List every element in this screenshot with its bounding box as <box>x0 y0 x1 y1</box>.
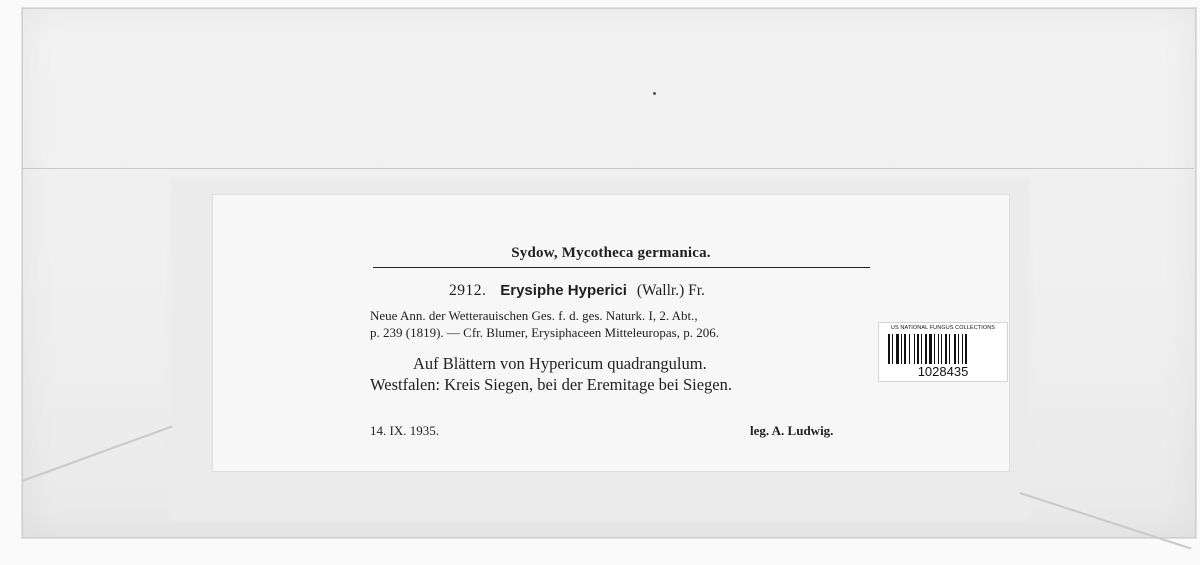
barcode-icon <box>888 334 998 364</box>
barcode-number: 1028435 <box>917 364 969 379</box>
collector: leg. A. Ludwig. <box>750 423 834 438</box>
reference-line-2: p. 239 (1819). — Cfr. Blumer, Erysiphaceen Mitteleuropas, p. 206. <box>370 325 719 340</box>
title-rule <box>373 267 870 268</box>
series-title: Sydow, Mycotheca germanica. <box>511 245 711 261</box>
barcode-label <box>878 322 1008 382</box>
reference-line-1: Neue Ann. der Wetterauischen Ges. f. d. ges. Naturk. I, 2. Abt., <box>370 308 698 323</box>
collection-date: 14. IX. 1935. <box>370 423 439 438</box>
species-authority: (Wallr.) Fr. <box>636 282 705 299</box>
species-name: Erysiphe Hyperici <box>500 282 627 299</box>
locality-line: Westfalen: Kreis Siegen, bei der Eremitage bei Siegen. <box>370 375 733 394</box>
species-line <box>449 282 705 300</box>
barcode-header: US NATIONAL FUNGUS COLLECTIONS <box>890 325 996 331</box>
envelope-flap-edge <box>22 168 1194 169</box>
exsiccata-number: 2912. <box>449 282 487 299</box>
paper-speck <box>653 92 656 95</box>
host-line: Auf Blättern von Hypericum quadrangulum. <box>413 354 707 373</box>
